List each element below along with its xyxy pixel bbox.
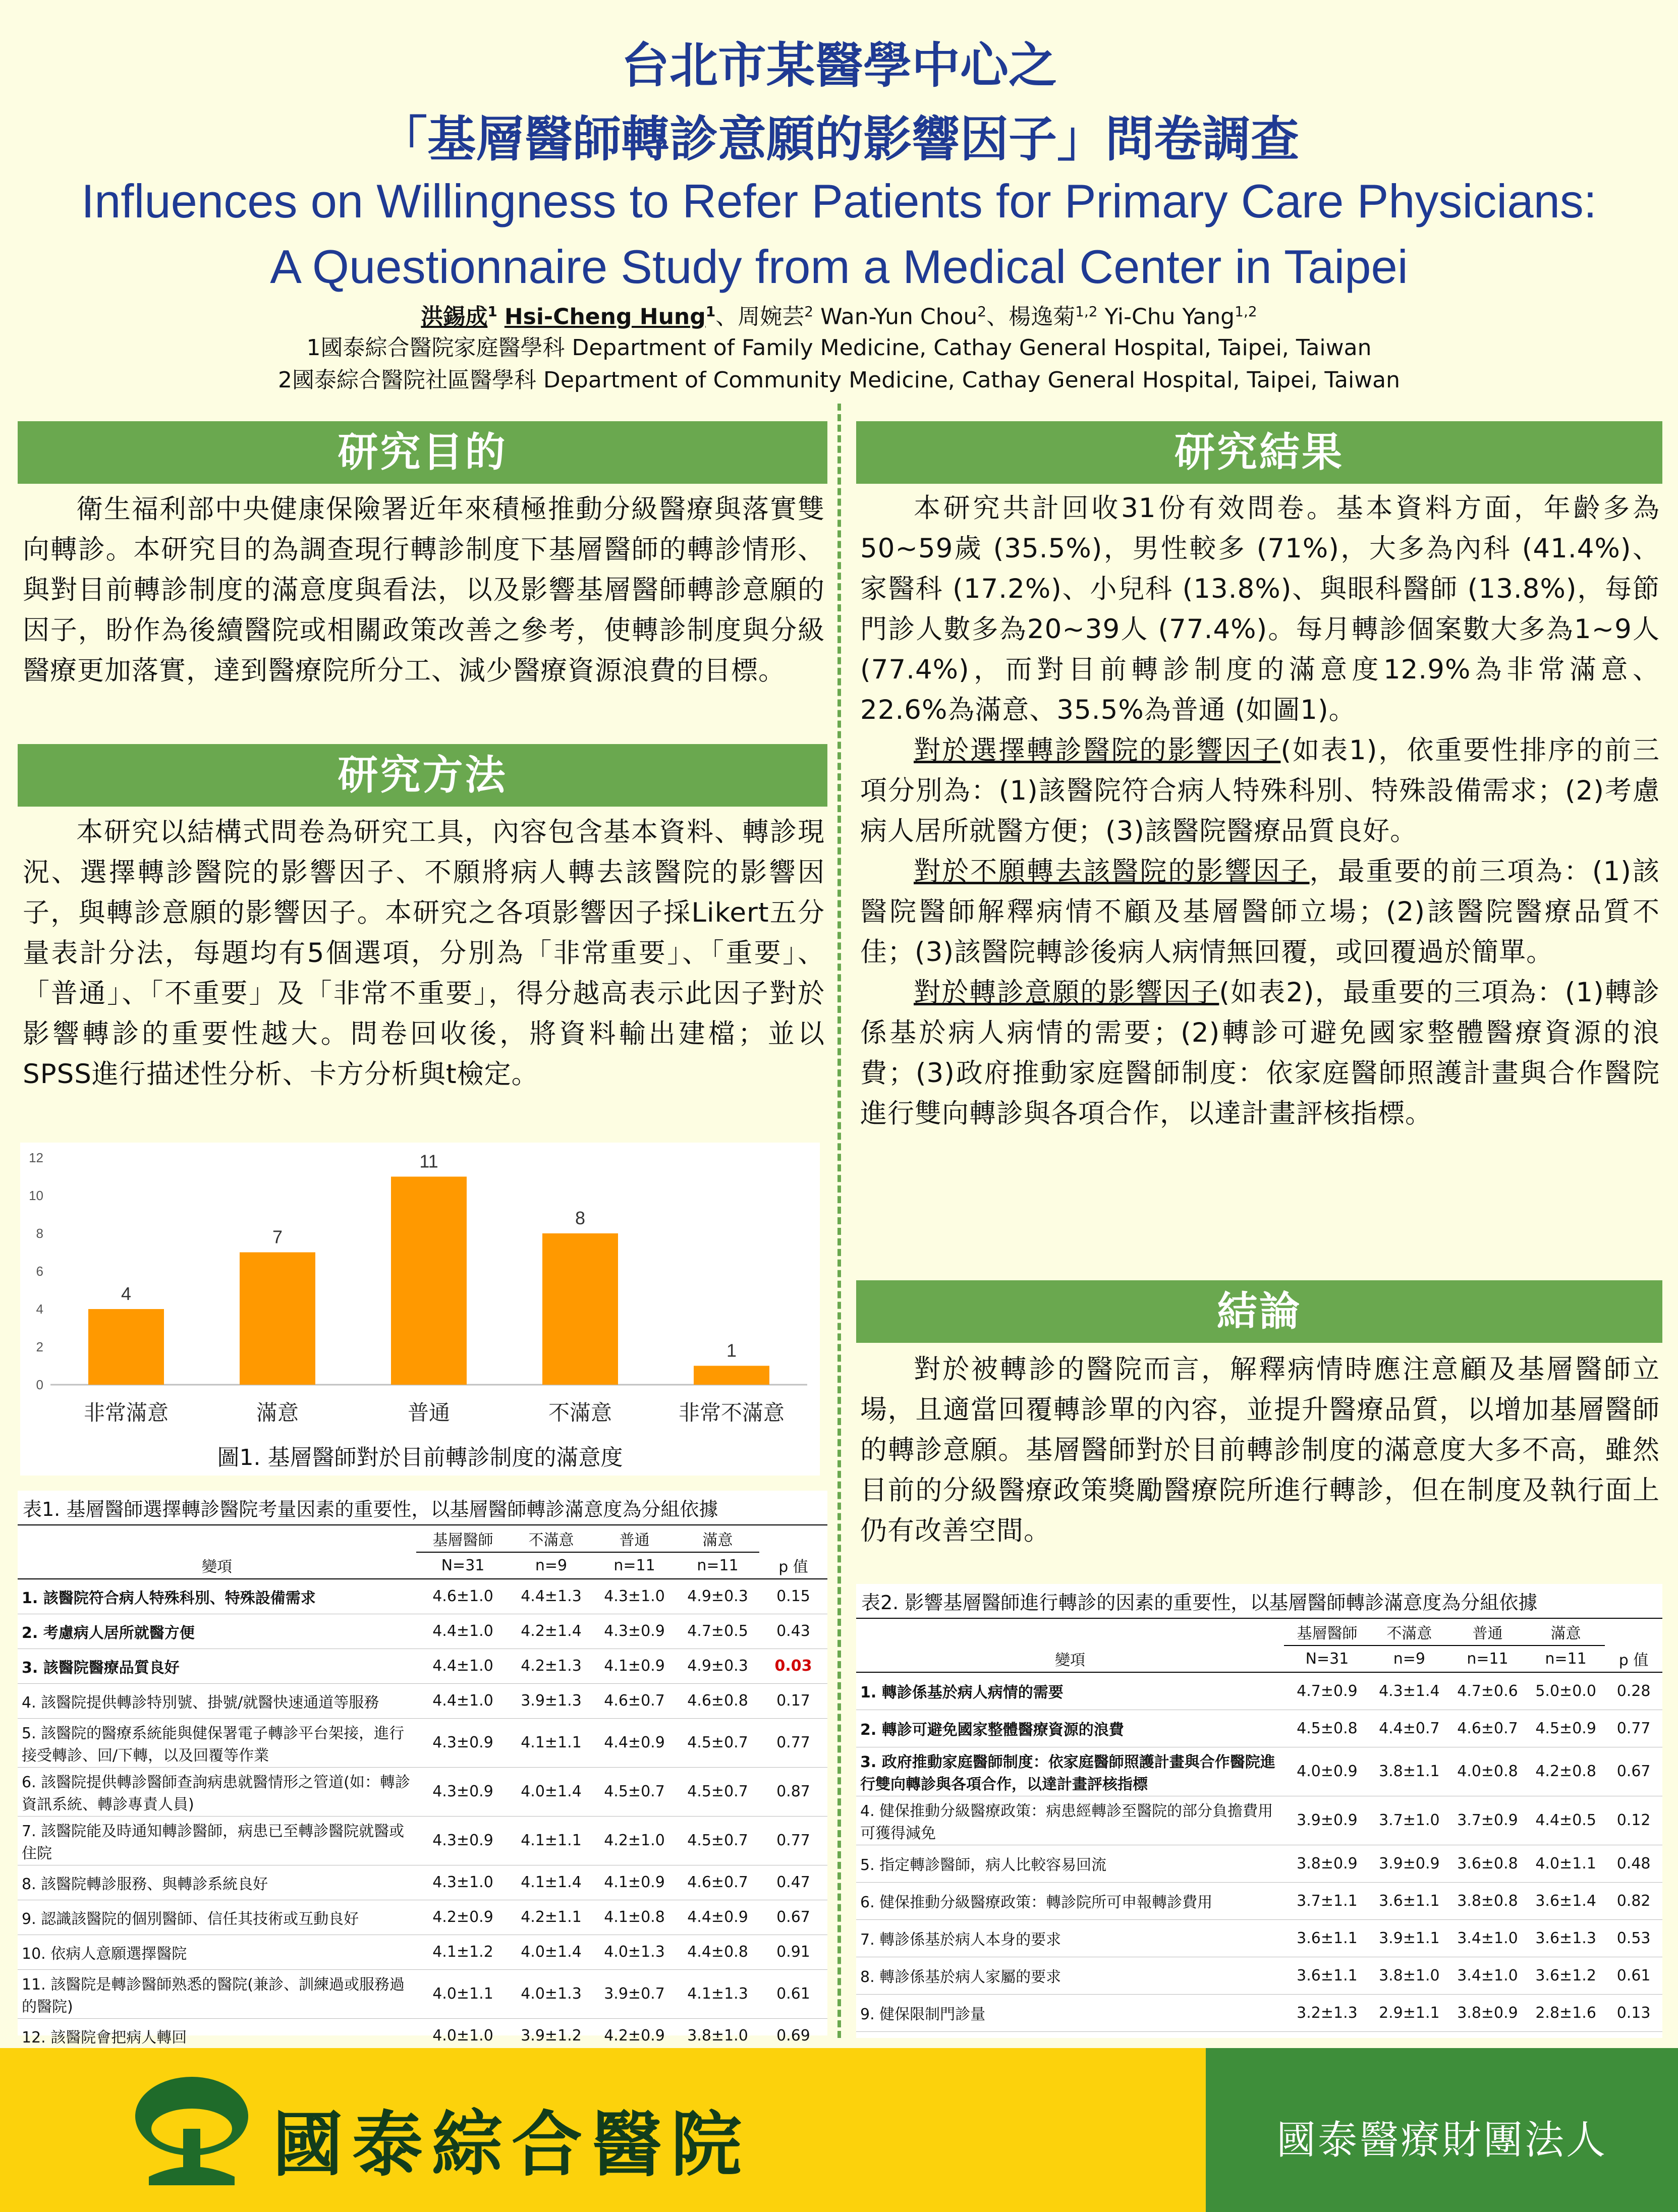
- table1-cell: 4.4±1.3: [521, 1587, 582, 1606]
- table2-caption: 表2. 影響基層醫師進行轉診的因素的重要性，以基層醫師轉診滿意度為分組依據: [856, 1584, 1662, 1619]
- table2-cell: 4.5±0.8: [1297, 1719, 1358, 1737]
- table1-cell: 4.3±0.9: [432, 1832, 493, 1849]
- table2-cell: 3.6±1.4: [1535, 1892, 1596, 1910]
- table2-p-value: 0.28: [1616, 1682, 1651, 1700]
- purpose-paragraph: 衛生福利部中央健康保險署近年來積極推動分級醫療與落實雙向轉診。本研究目的為調查現行轉診制度下基層醫師的轉診情形、與對目前轉診制度的滿意度與看法，以及影響基層醫師轉診意願的因子，盼作為後續醫院或相關政策改善之參考，使轉診制度與分級醫療更加落實，達到醫療院所分工、減少醫療資源浪費的目標。: [23, 494, 825, 686]
- table1-row: [18, 1969, 827, 2018]
- table2-cell: 4.0±1.1: [1535, 1854, 1596, 1873]
- results-p4-heading: 對於轉診意願的影響因子: [914, 977, 1219, 1008]
- table2-group-header: 基層醫師: [1284, 1619, 1370, 1646]
- table2-p-value: 0.48: [1616, 1854, 1651, 1873]
- author2-en-sup: 2: [977, 303, 987, 320]
- results-paragraph-2: [860, 730, 1660, 852]
- table1-row-label: 7. 該醫院能及時通知轉診醫師，病患已至轉診醫院就醫或住院: [22, 1822, 405, 1862]
- table1-cell: 4.2±1.4: [521, 1622, 582, 1640]
- table1: [18, 1491, 827, 2047]
- table2-row: [856, 1957, 1662, 1994]
- chart-caption: 圖1. 基層醫師對於目前轉診制度的滿意度: [217, 1445, 623, 1470]
- table2-cell: 3.6±0.8: [1457, 1854, 1518, 1873]
- table1-cell: 4.5±0.7: [687, 1783, 748, 1800]
- table1-row: [18, 1614, 827, 1649]
- author2-sup: 2: [804, 303, 814, 320]
- table1-cell: 4.3±0.9: [604, 1622, 665, 1640]
- table2-cell: 3.4±1.0: [1457, 1966, 1518, 1984]
- table2-body: [856, 1672, 1662, 2031]
- column-divider: [837, 404, 841, 2038]
- table1-cell: 4.3±1.0: [604, 1587, 665, 1606]
- table1-p-value: 0.77: [776, 1734, 810, 1751]
- author3-en: Yi-Chu Yang: [1104, 304, 1235, 330]
- table1-group-header: 普通: [593, 1525, 676, 1552]
- table1-cell: 4.0±1.0: [432, 2027, 493, 2045]
- table1-p-value: 0.15: [776, 1587, 810, 1606]
- bar-data-label: 11: [419, 1151, 438, 1172]
- table1-cell: 3.9±1.2: [521, 2027, 582, 2045]
- table2-cell: 3.8±0.9: [1297, 1854, 1358, 1873]
- table1-cell: 4.1±0.9: [604, 1657, 665, 1675]
- purpose-banner: 研究目的: [18, 421, 827, 484]
- table1-row-label: 5. 該醫院的醫療系統能與健保署電子轉診平台架接，進行接受轉診、回/下轉，以及回覆等作業: [22, 1724, 405, 1765]
- table2-row: [856, 1747, 1662, 1796]
- table2-row-label: 2. 轉診可避免國家整體醫療資源的浪費: [860, 1721, 1124, 1739]
- title-zh-line2: 「基層醫師轉診意願的影響因子」問卷調查: [379, 110, 1299, 167]
- results-p3-body: ，最重要的前三項為：(1)該醫院醫師解釋病情不顧及基層醫師立場；(2)該醫院醫療品質不佳；(3)該醫院轉診後病人病情無回覆，或回覆過於簡單。: [860, 856, 1660, 968]
- table2-cell: 4.3±1.4: [1379, 1682, 1440, 1700]
- table1-cell: 4.2±0.9: [432, 1908, 493, 1926]
- table2-p-value: 0.12: [1616, 1811, 1651, 1829]
- table2-row-label: 8. 轉診係基於病人家屬的要求: [860, 1968, 1061, 1986]
- table2-group-header: 普通: [1448, 1619, 1527, 1646]
- table2-cell: 4.4±0.5: [1535, 1811, 1596, 1829]
- tree-icon: [129, 2068, 255, 2194]
- table1-row-label: 9. 認識該醫院的個別醫師、信任其技術或互動良好: [22, 1910, 359, 1928]
- table1-row-label: 4. 該醫院提供轉診特別號、掛號/就醫快速通道等服務: [22, 1693, 379, 1712]
- table1-cell: 4.0±1.1: [432, 1985, 493, 2003]
- table1-n: n=11: [613, 1557, 655, 1574]
- table2-row-label: 3. 政府推動家庭醫師制度：依家庭醫師照護計畫與合作醫院進行雙向轉診與各項合作，以達計畫評核指標: [860, 1753, 1275, 1793]
- table2-cell: 3.7±0.9: [1457, 1811, 1518, 1829]
- table1-group-header: 滿意: [676, 1525, 759, 1552]
- table1-cell: 4.6±1.0: [432, 1587, 493, 1606]
- title-zh-line1: 台北市某醫學中心之: [621, 37, 1057, 94]
- y-tick-label: 0: [36, 1377, 43, 1392]
- table2-cell: 4.7±0.9: [1297, 1682, 1358, 1700]
- table1-cell: 4.4±1.0: [432, 1657, 493, 1675]
- table1-row: [18, 1718, 827, 1767]
- foundation-name: 國泰醫療財團法人: [1276, 2118, 1607, 2163]
- table2-cell: 3.7±1.1: [1297, 1892, 1358, 1910]
- table1-row-label: 3. 該醫院醫療品質良好: [22, 1659, 180, 1677]
- table2-row: [856, 1845, 1662, 1882]
- table1-row: [18, 1683, 827, 1718]
- table1-row: [18, 1816, 827, 1865]
- table2-p-value: 0.61: [1616, 1966, 1651, 1984]
- title-en-line1: Influences on Willingness to Refer Patients for Primary Care Physicians:: [81, 175, 1597, 228]
- table1-row: [18, 1649, 827, 1683]
- table1-p-header: p 值: [778, 1558, 808, 1576]
- table1-row-label: 2. 考慮病人居所就醫方便: [22, 1624, 195, 1642]
- table1-p-value: 0.67: [776, 1908, 810, 1926]
- author2-zh: 周婉芸: [738, 304, 805, 330]
- table2-cell: 3.7±1.0: [1379, 1811, 1440, 1829]
- poster-header: [0, 0, 1678, 404]
- table1-p-value: 0.87: [776, 1783, 810, 1800]
- table1-row-label: 1. 該醫院符合病人特殊科別、特殊設備需求: [22, 1589, 316, 1607]
- table2-row: [856, 1919, 1662, 1957]
- results-paragraph-3: [860, 852, 1660, 973]
- table2-p-value: 0.53: [1616, 1929, 1651, 1947]
- table1-n: n=11: [697, 1557, 739, 1574]
- table1-cell: 4.1±1.1: [521, 1832, 582, 1849]
- table2-group-header: 不滿意: [1370, 1619, 1448, 1646]
- table1-row: [18, 1767, 827, 1816]
- conclusion-banner: 結論: [856, 1280, 1662, 1343]
- table1-p-value: 0.77: [776, 1832, 810, 1849]
- y-tick-label: 6: [36, 1264, 43, 1279]
- table2-cell: 3.8±0.8: [1457, 1892, 1518, 1910]
- table2-cell: 3.9±0.9: [1297, 1811, 1358, 1829]
- table1-p-value: 0.91: [776, 1943, 810, 1961]
- table2-cell: 4.5±0.9: [1535, 1719, 1596, 1737]
- results-banner: 研究結果: [856, 421, 1662, 484]
- table1-row-label: 12. 該醫院會把病人轉回: [22, 2028, 187, 2047]
- bar-data-label: 7: [272, 1226, 283, 1247]
- table1-cell: 4.2±1.3: [521, 1657, 582, 1675]
- table2-cell: 3.6±1.1: [1379, 1892, 1440, 1910]
- table1-cell: 4.0±1.4: [521, 1943, 582, 1961]
- table2-row-label: 4. 健保推動分級醫療政策：病患經轉診至醫院的部分負擔費用可獲得減免: [860, 1802, 1273, 1842]
- table2-cell: 4.6±0.7: [1457, 1719, 1518, 1737]
- table2-p-value: 0.82: [1616, 1892, 1651, 1910]
- table2-cell: 3.6±1.2: [1535, 1966, 1596, 1984]
- table1-cell: 3.8±1.0: [687, 2027, 748, 2045]
- conclusion-paragraph: 對於被轉診的醫院而言，解釋病情時應注意顧及基層醫師立場，且適當回覆轉診單的內容，並提升醫療品質，以增加基層醫師的轉診意願。基層醫師對於目前轉診制度的滿意度大多不高，雖然目前的分級醫療政策獎勵醫療院所進行轉診，但在制度及執行面上仍有改善空間。: [860, 1354, 1660, 1546]
- table1-body: [18, 1579, 827, 2053]
- author1-zh: 洪錫成: [421, 304, 488, 330]
- table1-p-value: 0.61: [776, 1985, 810, 2003]
- table2-cell: 3.9±1.1: [1379, 1929, 1440, 1947]
- table1-cell: 4.1±0.8: [604, 1908, 665, 1926]
- table2-cell: 2.9±1.1: [1379, 2004, 1440, 2022]
- author1-sup: 1: [487, 303, 497, 320]
- table1-row: [18, 1579, 827, 1614]
- table1-row-label: 11. 該醫院是轉診醫師熟悉的醫院(兼診、訓練過或服務過的醫院): [22, 1975, 405, 2016]
- table1-cell: 4.1±1.4: [521, 1874, 582, 1891]
- results-paragraph-1: 本研究共計回收31份有效問卷。基本資料方面，年齡多為50~59歲 (35.5%)，男性較多 (71%)，大多為內科 (41.4%)、家醫科 (17.2%)、小兒科 (13.8%)、與眼科醫師 (13.8%)，每節門診人數多為20~39人 (77.4%)。每月轉診個案數大多為1~9人 (77.4%)，而對目前轉診制度的滿意度12.9%為非常滿意、22.6%為滿意、35.5%為普通 (如圖1)。: [860, 493, 1660, 725]
- author3-sup: 1,2: [1075, 303, 1098, 320]
- table1-row-label: 10. 依病人意願選擇醫院: [22, 1945, 187, 1963]
- y-tick-label: 2: [36, 1339, 43, 1354]
- table1-cell: 4.3±0.9: [432, 1734, 493, 1751]
- bar: [88, 1309, 164, 1385]
- bar-data-label: 4: [121, 1283, 132, 1304]
- table2-cell: 4.0±0.8: [1457, 1763, 1518, 1780]
- bar: [694, 1366, 769, 1385]
- table1-caption: 表1. 基層醫師選擇轉診醫院考量因素的重要性，以基層醫師轉診滿意度為分組依據: [18, 1491, 827, 1525]
- table2-var-header: 變項: [1055, 1652, 1086, 1669]
- table2: [856, 1584, 1662, 2038]
- table1-cell: 4.4±1.0: [432, 1622, 493, 1640]
- table1-cell: 4.4±0.9: [604, 1734, 665, 1751]
- hospital-name: 國泰綜合醫院: [272, 2104, 751, 2186]
- affiliation-2: 2國泰綜合醫院社區醫學科 Department of Community Medicine, Cathay General Hospital, Taipei, Taiwan: [277, 367, 1401, 393]
- table2-row: [856, 1710, 1662, 1747]
- methods-banner: 研究方法: [18, 744, 827, 807]
- results-p2-body: (如表1)，依重要性排序的前三項分別為：(1)該醫院符合病人特殊科別、特殊設備需求；(2)考慮病人居所就醫方便；(3)該醫院醫療品質良好。: [860, 735, 1660, 846]
- results-p2-heading: 對於選擇轉診醫院的影響因子: [914, 735, 1281, 766]
- y-tick-label: 10: [29, 1188, 43, 1203]
- table1-cell: 4.4±0.9: [687, 1908, 748, 1926]
- table1-n: N=31: [441, 1557, 485, 1574]
- table1-cell: 4.4±0.8: [687, 1943, 748, 1961]
- table2-cell: 4.2±0.8: [1535, 1763, 1596, 1780]
- y-tick-label: 8: [36, 1226, 43, 1241]
- table2-row: [856, 1796, 1662, 1845]
- table1-row-label: 8. 該醫院轉診服務、與轉診系統良好: [22, 1875, 268, 1893]
- table1-cell: 4.5±0.7: [687, 1734, 748, 1751]
- table2-row: [856, 1994, 1662, 2031]
- satisfaction-bar-chart: [20, 1143, 820, 1476]
- table2-p-value: 0.67: [1616, 1763, 1651, 1780]
- author1-en: Hsi-Cheng Hung: [504, 304, 706, 330]
- conclusion-text: [860, 1349, 1660, 1551]
- chart-bars: [88, 1151, 769, 1385]
- x-category-label: 不滿意: [548, 1400, 612, 1425]
- table2-p-header: p 值: [1618, 1652, 1649, 1669]
- table1-n: n=9: [535, 1557, 568, 1574]
- table2-p-value: 0.13: [1616, 2004, 1651, 2022]
- bar: [391, 1177, 467, 1385]
- author-line: [0, 305, 1678, 328]
- table1-cell: 4.2±1.0: [604, 1832, 665, 1849]
- author-sep-1: 、: [715, 304, 738, 330]
- table2-cell: 3.9±0.9: [1379, 1854, 1440, 1873]
- table1-cell: 3.9±0.7: [604, 1985, 665, 2003]
- table1-cell: 4.9±0.3: [687, 1587, 748, 1606]
- table2-row: [856, 1672, 1662, 1710]
- results-p4-body: (如表2)，最重要的三項為：(1)轉診係基於病人病情的需要；(2)轉診可避免國家整體醫療資源的浪費；(3)政府推動家庭醫師制度：依家庭醫師照護計畫與合作醫院進行雙向轉診與各項合作，以達計畫評核指標。: [860, 977, 1660, 1129]
- methods-text: [23, 812, 825, 1095]
- table2-cell: 3.2±1.3: [1297, 2004, 1358, 2022]
- table1-cell: 3.9±1.3: [521, 1692, 582, 1710]
- table2-cell: 4.4±0.7: [1379, 1719, 1440, 1737]
- table2-cell: 3.8±1.0: [1379, 1966, 1440, 1984]
- table2-cell: 3.8±1.1: [1379, 1763, 1440, 1780]
- table2-p-value: 0.77: [1616, 1719, 1651, 1737]
- table1-group-header: 不滿意: [510, 1525, 593, 1552]
- table2-n: n=11: [1545, 1650, 1587, 1668]
- table1-p-value: 0.03: [774, 1657, 812, 1675]
- table2-n: n=9: [1393, 1650, 1425, 1668]
- table1-cell: 4.5±0.7: [687, 1832, 748, 1849]
- table2-row-label: 5. 指定轉診醫師，病人比較容易回流: [860, 1856, 1107, 1874]
- table1-cell: 4.6±0.7: [604, 1692, 665, 1710]
- table1-p-value: 0.43: [776, 1622, 810, 1640]
- table1-cell: 4.0±1.3: [604, 1943, 665, 1961]
- table2-grid: [856, 1619, 1662, 2032]
- table2-group-header: 滿意: [1527, 1619, 1605, 1646]
- table1-row-label: 6. 該醫院提供轉診醫師查詢病患就醫情形之管道(如：轉診資訊系統、轉診專責人員): [22, 1773, 410, 1813]
- bar: [542, 1233, 618, 1385]
- bar: [240, 1253, 315, 1385]
- table1-cell: 4.0±1.4: [521, 1783, 582, 1800]
- author2-en: Wan-Yun Chou: [820, 304, 978, 330]
- author1-en-sup: 1: [705, 303, 716, 320]
- bar-data-label: 1: [726, 1340, 737, 1361]
- results-paragraph-4: [860, 973, 1660, 1134]
- author3-en-sup: 1,2: [1235, 303, 1257, 320]
- table1-cell: 4.1±1.1: [521, 1734, 582, 1751]
- table1-cell: 4.1±1.3: [687, 1985, 748, 2003]
- bar-data-label: 8: [575, 1208, 586, 1228]
- table1-group-header: 基層醫師: [416, 1525, 510, 1552]
- x-category-label: 非常滿意: [83, 1400, 169, 1425]
- table1-cell: 4.3±0.9: [432, 1783, 493, 1800]
- table1-p-value: 0.69: [776, 2027, 810, 2045]
- table1-cell: 4.1±1.2: [432, 1943, 493, 1961]
- table2-cell: 3.4±1.0: [1457, 1929, 1518, 1947]
- title-en-line2: A Questionnaire Study from a Medical Center in Taipei: [270, 240, 1408, 293]
- table1-p-value: 0.47: [776, 1874, 810, 1891]
- table2-cell: 4.7±0.6: [1457, 1682, 1518, 1700]
- table2-cell: 5.0±0.0: [1535, 1682, 1596, 1700]
- table2-cell: 3.8±0.9: [1457, 2004, 1518, 2022]
- table1-cell: 4.5±0.7: [604, 1783, 665, 1800]
- table1-cell: 4.6±0.8: [687, 1692, 748, 1710]
- y-tick-label: 4: [36, 1301, 43, 1317]
- table2-cell: 3.6±1.1: [1297, 1929, 1358, 1947]
- table2-cell: 3.6±1.3: [1535, 1929, 1596, 1947]
- author-sep-2: 、: [986, 304, 1009, 330]
- table1-cell: 4.1±0.9: [604, 1874, 665, 1891]
- table2-row-label: 9. 健保限制門診量: [860, 2006, 986, 2023]
- table2-row-label: 1. 轉診係基於病人病情的需要: [860, 1684, 1064, 1702]
- affiliation-1: 1國泰綜合醫院家庭醫學科 Department of Family Medicine, Cathay General Hospital, Taipei, Taiwan: [306, 335, 1372, 361]
- table1-row: [18, 1900, 827, 1935]
- table1-p-value: 0.17: [776, 1692, 810, 1710]
- table1-cell: 4.7±0.5: [687, 1622, 748, 1640]
- table1-cell: 4.9±0.3: [687, 1657, 748, 1675]
- table1-cell: 4.4±1.0: [432, 1692, 493, 1710]
- table1-cell: 4.2±0.9: [604, 2027, 665, 2045]
- table2-n: N=31: [1305, 1650, 1349, 1668]
- results-text: [860, 488, 1660, 1134]
- x-category-label: 普通: [407, 1400, 451, 1425]
- table2-cell: 4.0±0.9: [1297, 1763, 1358, 1780]
- table1-var-header: 變項: [202, 1558, 232, 1576]
- table2-cell: 3.6±1.1: [1297, 1966, 1358, 1984]
- x-category-label: 滿意: [256, 1400, 299, 1425]
- table1-row: [18, 1865, 827, 1900]
- x-category-label: 非常不滿意: [678, 1400, 785, 1425]
- table1-grid: [18, 1525, 827, 2054]
- results-p3-heading: 對於不願轉去該醫院的影響因子: [914, 856, 1310, 887]
- table1-cell: 4.3±1.0: [432, 1874, 493, 1891]
- methods-paragraph: 本研究以結構式問卷為研究工具，內容包含基本資料、轉診現況、選擇轉診醫院的影響因子、不願將病人轉去該醫院的影響因子，與轉診意願的影響因子。本研究之各項影響因子採Likert五分量表計分法，每題均有5個選項，分別為「非常重要」、「重要」、「普通」、「不重要」及「非常不重要」，得分越高表示此因子對於影響轉診的重要性越大。問卷回收後，將資料輸出建檔；並以SPSS進行描述性分析、卡方分析與t檢定。: [23, 817, 825, 1090]
- table1-cell: 4.0±1.3: [521, 1985, 582, 2003]
- table2-row-label: 6. 健保推動分級醫療政策：轉診院所可申報轉診費用: [860, 1894, 1213, 1911]
- y-tick-label: 12: [29, 1150, 43, 1165]
- purpose-text: [23, 489, 825, 691]
- table2-n: n=11: [1467, 1650, 1508, 1668]
- author3-zh: 楊逸菊: [1009, 304, 1076, 330]
- table1-row: [18, 1935, 827, 1969]
- table1-cell: 4.2±1.1: [521, 1908, 582, 1926]
- table2-row: [856, 1882, 1662, 1919]
- table1-cell: 4.6±0.7: [687, 1874, 748, 1891]
- table2-cell: 2.8±1.6: [1535, 2004, 1596, 2022]
- table2-row-label: 7. 轉診係基於病人本身的要求: [860, 1931, 1061, 1949]
